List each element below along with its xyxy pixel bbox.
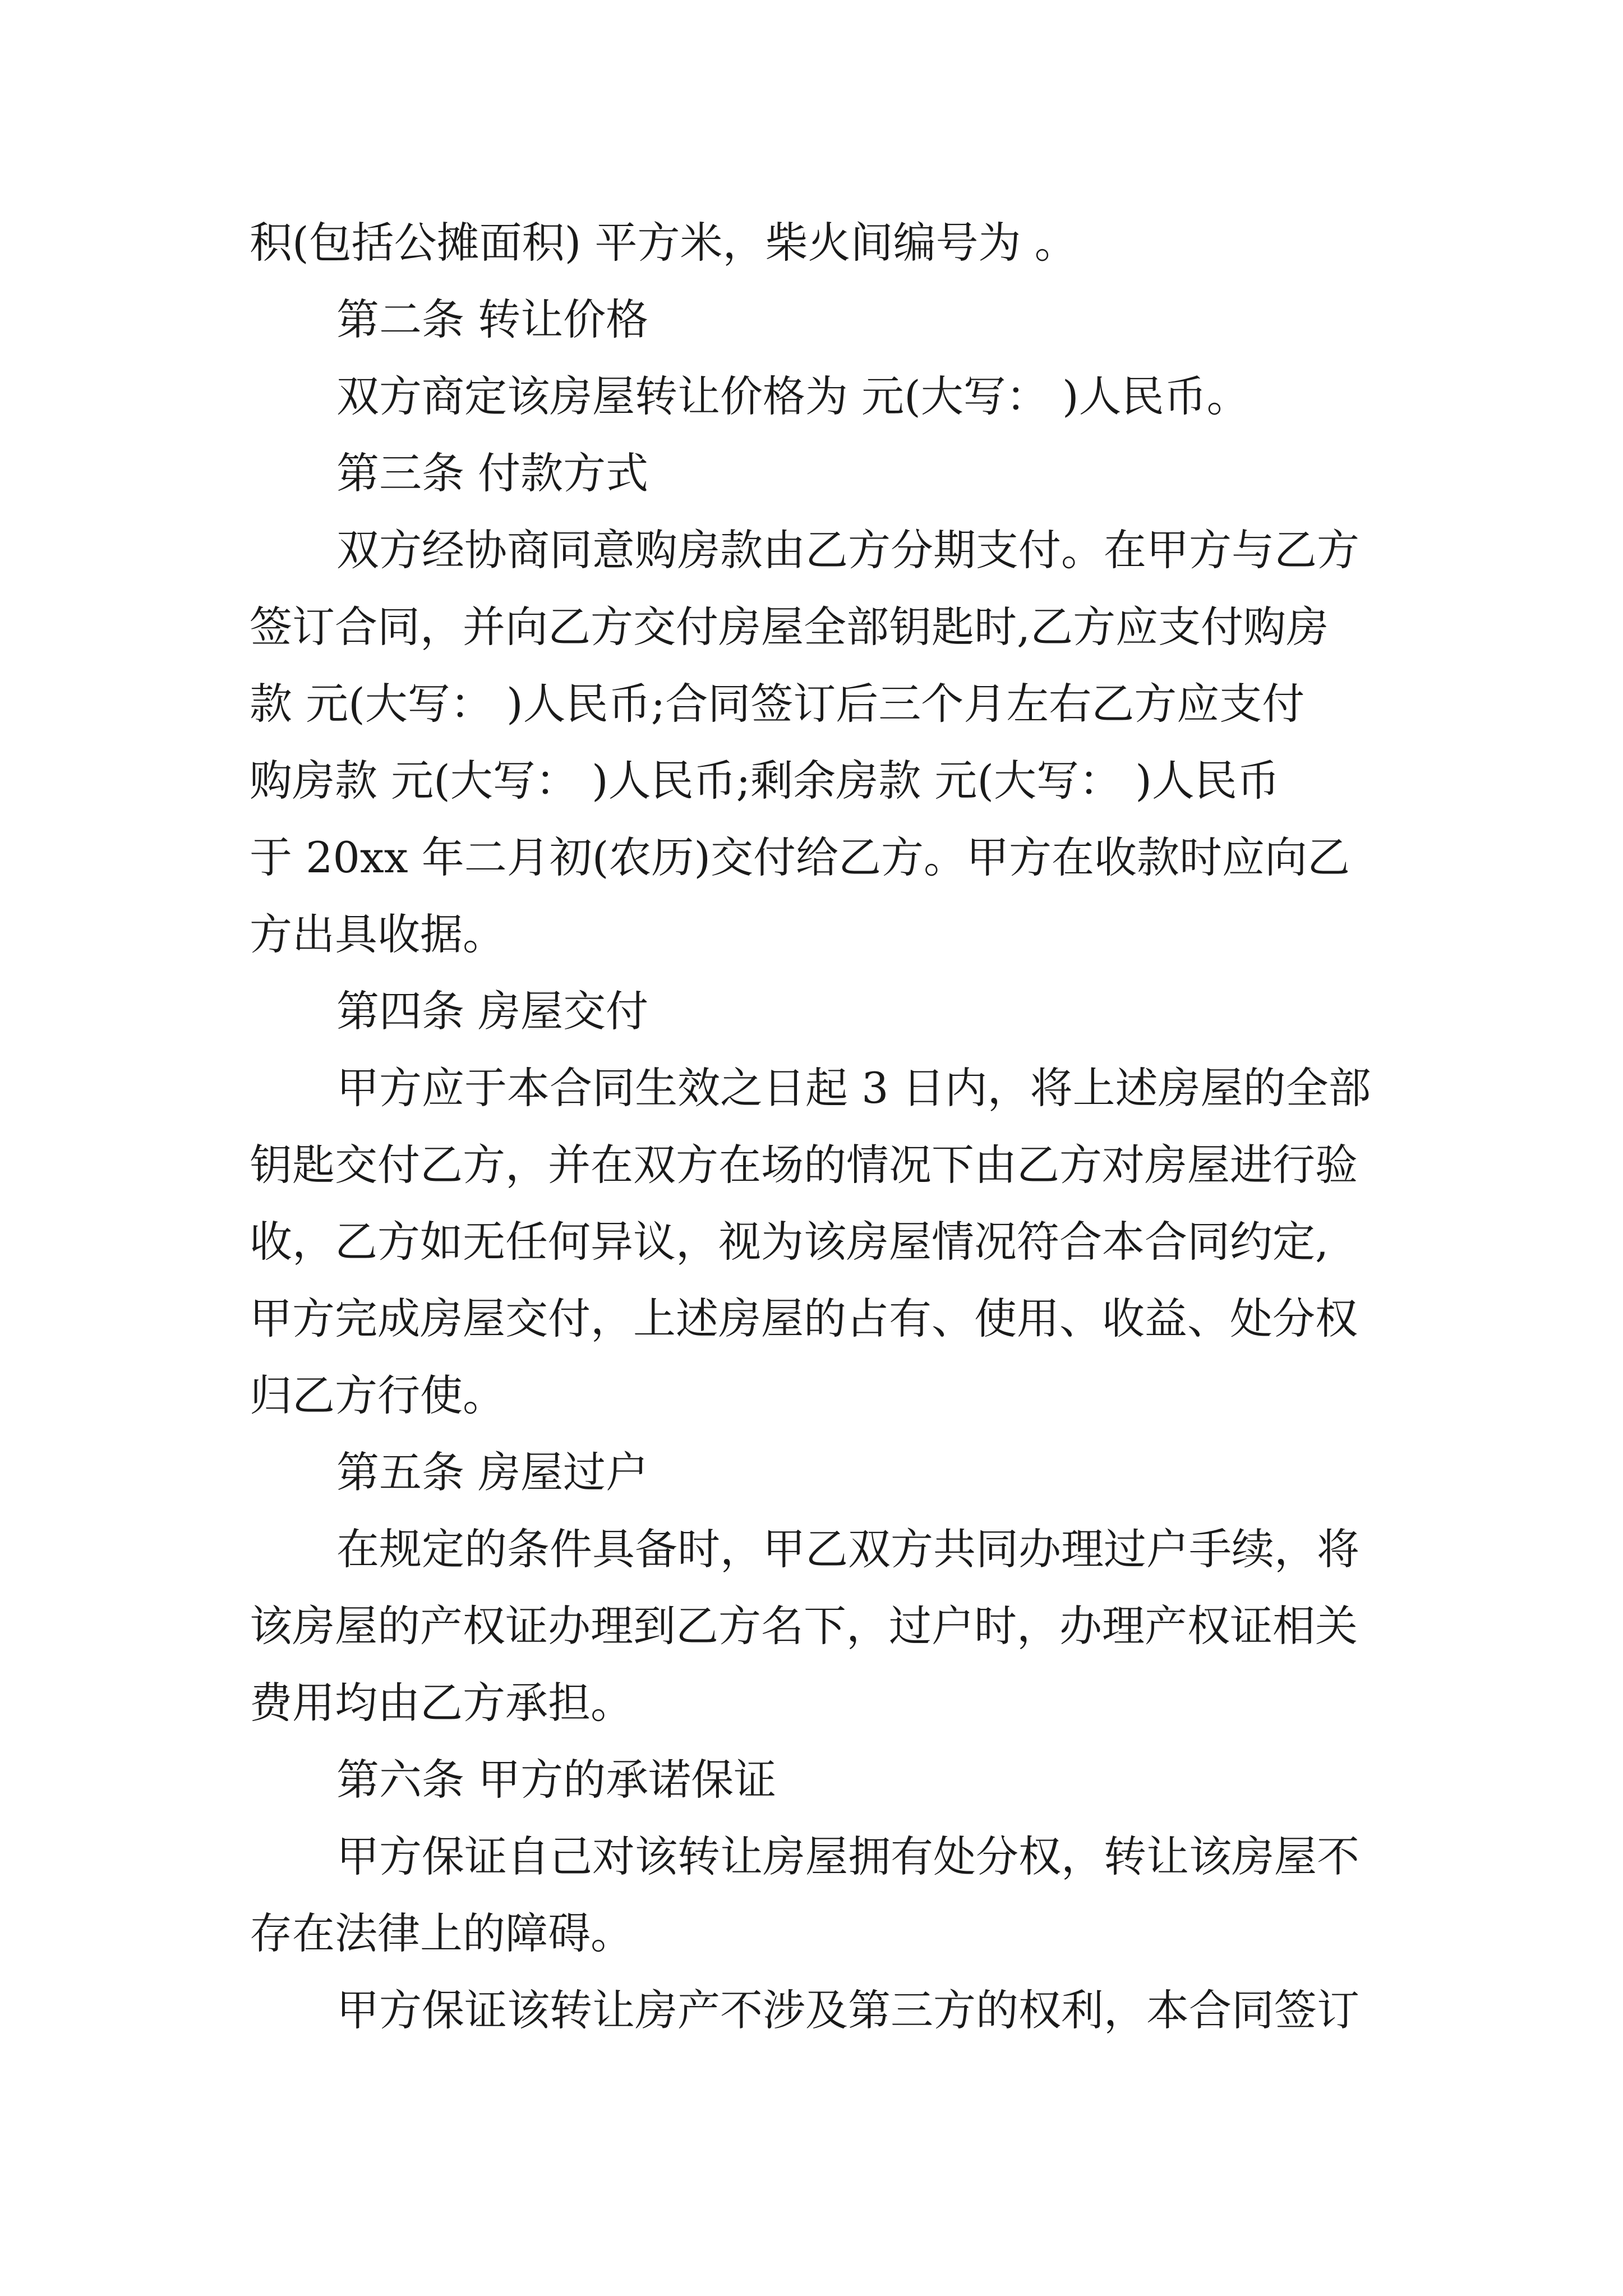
section-heading: 第四条 房屋交付	[336, 986, 649, 1036]
text-line: 签订合同，并向乙方交付房屋全部钥匙时,乙方应支付购房	[250, 602, 1329, 652]
text-line: 归乙方行使。	[250, 1370, 505, 1420]
section-heading: 第二条 转让价格	[336, 295, 649, 344]
text-line: 双方经协商同意购房款由乙方分期支付。在甲方与乙方	[336, 525, 1359, 575]
text-line: 在规定的条件具备时，甲乙双方共同办理过户手续，将	[336, 1524, 1359, 1574]
text-line: 该房屋的产权证办理到乙方名下，过户时，办理产权证相关	[250, 1601, 1358, 1651]
text-line: 存在法律上的障碍。	[250, 1908, 633, 1958]
text-line: 费用均由乙方承担。	[250, 1678, 633, 1728]
section-heading: 第六条 甲方的承诺保证	[336, 1755, 777, 1805]
text-line: 甲方应于本合同生效之日起 3 日内，将上述房屋的全部	[336, 1063, 1371, 1113]
text-line: 甲方保证该转让房产不涉及第三方的权利，本合同签订	[336, 1985, 1359, 2035]
text-line: 收，乙方如无任何异议，视为该房屋情况符合本合同约定,	[250, 1217, 1329, 1267]
text-line: 积(包括公摊面积) 平方米，柴火间编号为 。	[250, 218, 1077, 268]
text-line: 甲方保证自己对该转让房屋拥有处分权，转让该房屋不	[336, 1832, 1359, 1881]
text-line: 于 20xx 年二月初(农历)交付给乙方。甲方在收款时应向乙	[250, 832, 1350, 882]
section-heading: 第五条 房屋过户	[336, 1447, 649, 1497]
section-heading: 第三条 付款方式	[336, 448, 649, 498]
text-line: 钥匙交付乙方，并在双方在场的情况下由乙方对房屋进行验	[250, 1140, 1358, 1190]
text-line: 方出具收据。	[250, 909, 505, 959]
text-line: 款 元(大写： )人民币;合同签订后三个月左右乙方应支付	[250, 679, 1305, 729]
text-line: 甲方完成房屋交付，上述房屋的占有、使用、收益、处分权	[250, 1294, 1358, 1343]
text-line: 购房款 元(大写： )人民币;剩余房款 元(大写： )人民币	[250, 756, 1280, 806]
text-line: 双方商定该房屋转让价格为 元(大写： )人民币。	[336, 371, 1249, 421]
